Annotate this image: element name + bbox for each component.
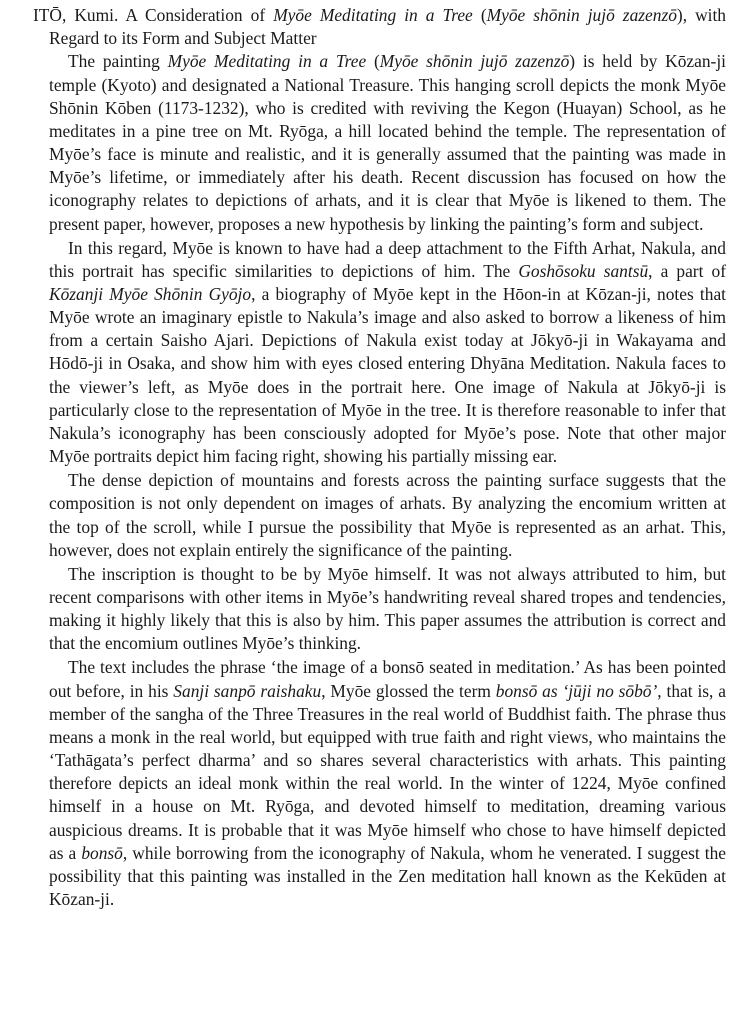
- paragraph-2: [33, 237, 726, 469]
- p4-text: The inscription is thought to be by Myōe himself. It was not always attributed to him, but recent comparisons with other items in Myōe’s handwriting reveal shared tropes and tendencies, making it highly likely that this is also by him. This paper assumes the attribution is correct and that the encomium outlines Myōe’s thinking.: [49, 563, 726, 654]
- heading-subtitle: ), with Regard to its Form and Subject Matter: [49, 5, 727, 49]
- p5-text-c: , Myōe glossed the term: [321, 680, 496, 701]
- paragraph-1: [33, 50, 726, 235]
- p2-title-goshosoku: Goshōsoku santsū: [518, 260, 649, 281]
- p2-text-e: , a biography of Myōe kept in the Hōon-in at Kōzan-ji, notes that Myōe wrote an imaginary epistle to Nakula’s image and also asked to borrow a likeness of him from a certain Saisho Ajari. Depictions of Nakula exist today at Jōkyō-ji in Wakayama and Hōdō-ji in Osaka, and show him with eyes closed entering Dhyāna Meditation. Nakula faces to the viewer’s left, as Myōe does in the portrait here. One image of Nakula at Jōkyō-ji is particularly close to the representation of Myōe in the tree. It is therefore reasonable to infer that Nakula’s iconography has been consciously adopted for Myōe’s pose. Note that other major Myōe portraits depict him facing right, showing his partially missing ear.: [49, 283, 727, 467]
- p5-text-e: , that is, a member of the sangha of the Three Treasures in the real world of Buddhist faith. The phrase thus means a monk in the real world, but equipped with true faith and right views, who maintains the ‘Tathāgata’s perfect dharma’ and so shares several characteristics with arhats. This painting therefore depicts an ideal monk within the real world. In the winter of 1224, Myōe confined himself in a house on Mt. Ryōga, and devoted himself to meditation, dreaming various auspicious dreams. It is probable that it was Myōe himself who chose to have himself depicted as a: [49, 680, 726, 863]
- p3-text: The dense depiction of mountains and forests across the painting surface suggests that the composition is not only dependent on images of arhats. By analyzing the encomium written at the top of the scroll, while I pursue the possibility that Myōe is represented as an arhat. This, however, does not explain entirely the significance of the painting.: [49, 470, 726, 560]
- p1-text-e: ) is held by Kōzan-ji temple (Kyoto) and designated a National Treasure. This hanging scroll depicts the monk Myōe Shōnin Kōben (1173-1232), who is credited with reviving the Kegon (Huayan) School, as he meditates in a pine tree on Mt. Ryōga, a hill located behind the temple. The representation of Myōe’s face is minute and realistic, and it is generally assumed that the painting was made in Myōe’s lifetime, or immediately after his death. Recent discussion has focused on how the iconography relates to depictions of arhats, and it is clear that Myōe is likened to them. The present paper, however, proposes a new hypothesis by linking the painting’s form and subject.: [49, 51, 726, 234]
- heading-author-text: ITŌ, Kumi. A Consideration of: [33, 5, 274, 25]
- p1-text-c: (: [366, 51, 380, 72]
- p5-term-bonso: bonsō as ‘jūji no sōbō’: [495, 680, 658, 701]
- p1-text-a: The painting: [68, 51, 168, 72]
- p1-title-english: Myōe Meditating in a Tree: [167, 51, 367, 72]
- p5-title-sanji: Sanji sanpō raishaku: [173, 680, 322, 701]
- heading-paren-open: (: [472, 5, 487, 25]
- paragraph-3: [33, 469, 726, 562]
- p2-title-gyojo: Kōzanji Myōe Shōnin Gyōjo: [49, 283, 252, 304]
- p1-title-japanese: Myōe shōnin jujō zazenzō: [379, 51, 570, 72]
- p5-text-a: The text includes the phrase ‘the image of a bonsō seated in meditation.’ As has been pointed out before, in his: [49, 657, 726, 701]
- p5-text-g: , while borrowing from the iconography of Nakula, whom he venerated. I suggest the possibility that this painting was installed in the Zen meditation hall known as the Kekūden at Kōzan-ji.: [49, 842, 726, 910]
- article-heading: [33, 4, 726, 50]
- heading-title-japanese: Myōe shōnin jujō zazenzō: [486, 5, 677, 25]
- p2-text-a: In this regard, Myōe is known to have had a deep attachment to the Fifth Arhat, Nakula, and this portrait has specific similarities to depictions of him. The: [49, 237, 726, 281]
- heading-title-english: Myōe Meditating in a Tree: [273, 5, 473, 25]
- p2-text-c: , a part of: [648, 260, 726, 281]
- paragraph-4: [33, 563, 726, 656]
- paragraph-5: [33, 656, 726, 911]
- p5-term-bonso-2: bonsō: [81, 842, 123, 863]
